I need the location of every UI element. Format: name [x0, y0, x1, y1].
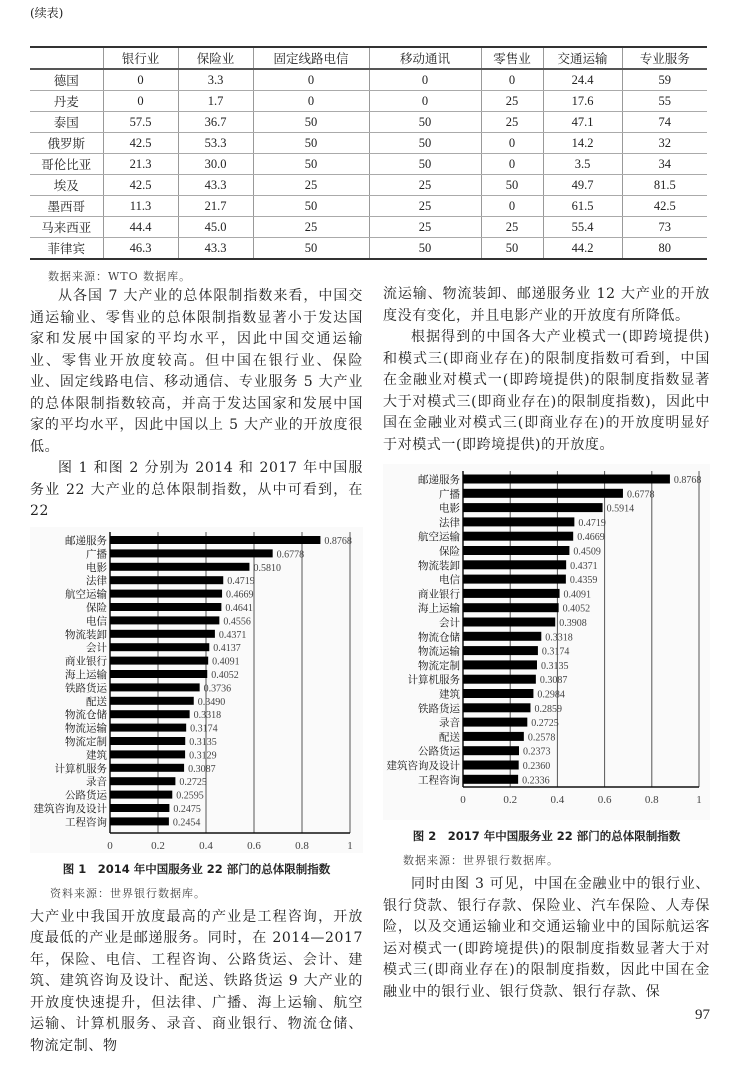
table-cell: 0 [253, 91, 369, 112]
bar [463, 718, 527, 727]
bar [463, 517, 574, 526]
table-cell: 80 [622, 238, 707, 260]
row-country: 泰国 [30, 112, 103, 133]
category-label: 商业银行 [418, 589, 460, 601]
bar [110, 656, 208, 664]
x-tick-label: 0.8 [295, 839, 309, 852]
table-cell: 46.3 [103, 238, 178, 260]
data-label: 0.2360 [522, 761, 551, 772]
left-paragraph-3: 大产业中我国开放度最高的产业是工程咨询，开放度最低的产业是邮递服务。同时，在 2014—2017年，保险、电信、工程咨询、公路货运、会计、建筑、建筑咨询及设计、配送、铁路货运 9 大产业的开放度快速提升，但法律、广播、海上运输、航空运输、计算机服务、录音、商业银行、物流仓储、物流定制、物 [30, 908, 363, 1054]
category-label: 航空运输 [418, 532, 460, 544]
data-label: 0.3318 [193, 709, 222, 721]
bar [463, 560, 566, 569]
bar [110, 804, 169, 812]
category-label: 物流定制 [418, 660, 460, 672]
bar [463, 660, 537, 669]
x-tick-label: 0 [460, 794, 466, 806]
data-label: 0.4719 [578, 517, 606, 529]
table-row [30, 175, 707, 196]
bar [110, 549, 273, 557]
row-country: 菲律宾 [30, 238, 103, 260]
data-label: 0.3174 [190, 723, 218, 735]
table-cell: 43.3 [178, 238, 253, 260]
figure-2-bar-chart [383, 464, 710, 820]
bar [110, 536, 320, 544]
category-label: 公路货运 [65, 790, 107, 802]
bar [463, 489, 623, 498]
bar [110, 723, 186, 731]
bar [463, 475, 670, 484]
data-label: 0.3174 [541, 646, 570, 658]
figure-1-caption: 图 1 2014 年中国服务业 22 部门的总体限制指数 [62, 861, 331, 876]
data-label: 0.2475 [173, 803, 201, 815]
data-label: 0.4669 [577, 532, 605, 544]
column-header: 固定线路电信 [253, 47, 369, 69]
bar [110, 603, 221, 611]
table-cell: 50 [253, 112, 369, 133]
column-header: 保险业 [178, 47, 253, 69]
table-cell: 11.3 [103, 196, 178, 217]
x-tick-label: 0 [107, 839, 113, 852]
restriction-index-table [30, 46, 707, 260]
table-cell: 25 [369, 217, 481, 238]
data-label: 0.2373 [523, 746, 551, 758]
table-cell: 50 [253, 196, 369, 217]
table-row [30, 154, 707, 175]
data-label: 0.4137 [213, 642, 241, 654]
table-cell: 50 [481, 175, 543, 196]
category-label: 计算机服务 [407, 675, 460, 687]
category-label: 法律 [439, 517, 460, 529]
category-label: 物流定制 [65, 736, 107, 748]
category-label: 建筑 [439, 689, 460, 701]
row-country: 墨西哥 [30, 196, 103, 217]
category-label: 铁路货运 [65, 682, 107, 694]
table-cell: 59 [622, 69, 707, 91]
category-label: 录音 [86, 776, 107, 788]
data-label: 0.4091 [212, 656, 240, 668]
table-cell: 42.5 [103, 133, 178, 154]
bar [110, 817, 169, 825]
left-paragraph-2: 图 1 和图 2 分别为 2014 和 2017 年中国服务业 22 大产业的总体限制指数，从中可看到，在 22 [30, 460, 363, 519]
category-label: 建筑 [86, 749, 107, 761]
bar [110, 629, 215, 637]
row-country: 哥伦比亚 [30, 154, 103, 175]
data-label: 0.2454 [172, 816, 201, 828]
column-header: 银行业 [103, 47, 178, 69]
bar [463, 589, 560, 598]
figure-1-source: 资料来源：世界银行数据库。 [50, 886, 206, 900]
table-source: 数据来源：WTO 数据库。 [48, 270, 192, 283]
table-cell: 50 [253, 133, 369, 154]
table-cell: 25 [369, 175, 481, 196]
data-label: 0.3087 [539, 675, 568, 687]
table-cell: 47.1 [543, 112, 622, 133]
table-cell: 25 [481, 91, 543, 112]
table-cell: 55.4 [543, 217, 622, 238]
bar [463, 575, 566, 584]
table-cell: 49.7 [543, 175, 622, 196]
data-label: 0.3135 [189, 736, 217, 748]
table-cell: 17.6 [543, 91, 622, 112]
category-label: 保险 [439, 546, 460, 558]
table-cell: 21.7 [178, 196, 253, 217]
category-label: 广播 [86, 548, 107, 560]
data-label: 0.2725 [179, 776, 207, 788]
data-label: 0.2725 [531, 718, 559, 730]
category-label: 邮递服务 [418, 475, 460, 486]
category-label: 会计 [86, 642, 107, 654]
data-label: 0.4052 [562, 603, 591, 615]
data-label: 0.2859 [534, 703, 562, 715]
table-cell: 74 [622, 112, 707, 133]
figure-2-caption: 图 2 2017 年中国服务业 22 部门的总体限制指数 [412, 829, 681, 843]
data-label: 0.4371 [570, 560, 598, 572]
data-label: 0.3318 [545, 632, 573, 644]
category-label: 物流运输 [65, 723, 107, 735]
table-cell: 0 [481, 69, 543, 91]
bar [463, 618, 555, 627]
table-cell: 45.0 [178, 217, 253, 238]
table-cell: 42.5 [622, 196, 707, 217]
table-continued-label: (续表) [30, 6, 64, 20]
x-tick-label: 0.6 [597, 794, 612, 806]
bar [110, 670, 207, 678]
table-cell: 0 [369, 91, 481, 112]
column-header: 零售业 [481, 47, 543, 69]
row-country: 丹麦 [30, 91, 103, 112]
table-cell: 42.5 [103, 175, 178, 196]
data-label: 0.4052 [211, 669, 239, 681]
bar [110, 710, 190, 718]
table-cell: 43.3 [178, 175, 253, 196]
category-label: 配送 [86, 696, 107, 708]
bar [463, 746, 519, 755]
bar [463, 646, 538, 655]
table-cell: 24.4 [543, 69, 622, 91]
table-cell: 50 [369, 238, 481, 260]
table-cell: 30.0 [178, 154, 253, 175]
category-label: 公路货运 [418, 746, 460, 758]
x-tick-label: 0.6 [247, 839, 261, 852]
x-tick-label: 0.8 [644, 794, 659, 806]
table-row [30, 69, 707, 91]
data-label: 0.4719 [227, 575, 255, 587]
bar [463, 503, 603, 512]
category-label: 海上运输 [418, 603, 460, 615]
data-label: 0.4371 [218, 629, 247, 641]
category-label: 物流仓储 [418, 632, 460, 644]
bar [463, 689, 533, 698]
category-label: 电影 [439, 503, 460, 515]
category-label: 广播 [439, 489, 460, 501]
x-tick-label: 1 [696, 794, 702, 806]
category-label: 物流装卸 [418, 560, 460, 572]
bar [110, 777, 175, 785]
table-cell: 81.5 [622, 175, 707, 196]
table-row [30, 196, 707, 217]
bar [463, 532, 573, 541]
row-country: 埃及 [30, 175, 103, 196]
table-row [30, 238, 707, 260]
data-label: 0.3087 [188, 763, 216, 775]
table-cell: 25 [253, 175, 369, 196]
right-column [383, 284, 710, 1024]
table-cell: 0 [481, 133, 543, 154]
table-cell: 50 [369, 154, 481, 175]
x-tick-label: 0.2 [151, 839, 165, 852]
table-cell: 0 [103, 69, 178, 91]
table-cell: 50 [369, 112, 481, 133]
category-label: 建筑咨询及设计 [386, 761, 460, 772]
table-header-row [30, 47, 707, 69]
table-cell: 1.7 [178, 91, 253, 112]
bar [110, 763, 184, 771]
table-cell: 61.5 [543, 196, 622, 217]
category-label: 工程咨询 [418, 775, 460, 787]
category-label: 计算机服务 [54, 763, 107, 775]
bar [463, 675, 536, 684]
bar [110, 616, 219, 624]
table-cell: 50 [481, 238, 543, 260]
table-cell: 25 [253, 217, 369, 238]
column-header: 专业服务 [622, 47, 707, 69]
data-label: 0.2984 [537, 689, 565, 701]
figure-1-bar-chart [30, 527, 363, 853]
column-header: 交通运输 [543, 47, 622, 69]
row-country: 马来西亚 [30, 217, 103, 238]
data-label: 0.2336 [522, 775, 550, 787]
x-tick-label: 0.2 [503, 794, 518, 806]
table-cell: 25 [481, 112, 543, 133]
table-cell: 3.3 [178, 69, 253, 91]
page-number: 97 [695, 1007, 710, 1023]
table-cell: 53.3 [178, 133, 253, 154]
table-cell: 50 [253, 154, 369, 175]
category-label: 铁路货运 [418, 703, 460, 715]
category-label: 电影 [86, 562, 107, 574]
data-label: 0.4091 [563, 589, 592, 601]
category-label: 会计 [439, 618, 460, 629]
table-cell: 57.5 [103, 112, 178, 133]
bar [463, 603, 559, 612]
category-label: 工程咨询 [65, 816, 107, 828]
right-paragraph-2: 根据得到的中国各大产业模式一(即跨境提供)和模式三(即商业存在)的限制度指数可看到，中国在金融业对模式一(即跨境提供)的限制度指数显著大于对模式三(即商业存在)的限制度指数)，因此中国在金融业对模式三(即商业存在)的开放度明显好于对模式一(即跨境提供)的开放度。 [383, 329, 710, 453]
category-label: 航空运输 [65, 589, 107, 601]
data-label: 0.8768 [673, 475, 702, 486]
table-cell: 0 [481, 196, 543, 217]
category-label: 商业银行 [65, 656, 107, 668]
data-label: 0.2578 [527, 732, 556, 744]
data-label: 0.6778 [626, 489, 655, 501]
category-label: 录音 [439, 718, 460, 730]
data-label: 0.4556 [223, 615, 251, 627]
category-label: 电信 [86, 615, 107, 627]
bar [463, 761, 519, 770]
table-body [30, 69, 707, 259]
table-cell: 0 [253, 69, 369, 91]
category-label: 海上运输 [65, 669, 107, 681]
data-label: 0.5810 [253, 562, 281, 574]
bar [110, 790, 172, 798]
table-row [30, 112, 707, 133]
table-cell: 34 [622, 154, 707, 175]
table-cell: 50 [369, 133, 481, 154]
table-cell: 0 [103, 91, 178, 112]
category-label: 物流装卸 [65, 629, 107, 641]
data-label: 0.5914 [606, 503, 635, 515]
table-cell: 50 [253, 238, 369, 260]
category-label: 邮递服务 [65, 535, 107, 547]
table-cell: 25 [369, 196, 481, 217]
data-label: 0.3736 [203, 682, 232, 694]
category-label: 保险 [86, 602, 107, 614]
category-label: 配送 [439, 732, 460, 744]
bar [110, 589, 222, 597]
table-cell: 21.3 [103, 154, 178, 175]
category-label: 物流运输 [418, 646, 460, 658]
bar [110, 576, 223, 584]
x-tick-label: 0.4 [550, 794, 565, 806]
data-label: 0.8768 [324, 535, 352, 547]
left-column [30, 286, 363, 1057]
bar [110, 737, 185, 745]
data-label: 0.3490 [197, 696, 226, 708]
data-label: 0.2595 [176, 790, 204, 802]
table-cell: 55 [622, 91, 707, 112]
data-label: 0.4641 [225, 602, 253, 614]
table-cell: 44.4 [103, 217, 178, 238]
data-label: 0.3908 [559, 618, 587, 629]
x-tick-label: 1 [347, 839, 353, 852]
category-label: 建筑咨询及设计 [33, 803, 107, 815]
bar [110, 696, 194, 704]
category-label: 电信 [439, 575, 460, 587]
bar [110, 683, 200, 691]
bar [463, 703, 530, 712]
data-label: 0.3129 [189, 749, 217, 761]
right-paragraph-1: 流运输、物流装卸、邮递服务业 12 大产业的开放度没有变化，并且电影产业的开放度有所降低。 [383, 286, 710, 324]
data-label: 0.4509 [573, 546, 601, 558]
bar [463, 732, 524, 741]
table-cell: 0 [481, 154, 543, 175]
category-label: 法律 [86, 575, 107, 587]
column-header [30, 47, 103, 69]
column-header: 移动通讯 [369, 47, 481, 69]
table-cell: 0 [369, 69, 481, 91]
bar [463, 632, 541, 641]
table-cell: 3.5 [543, 154, 622, 175]
figure-2-source: 数据来源：世界银行数据库。 [403, 854, 559, 867]
bar [463, 775, 518, 784]
table-row [30, 217, 707, 238]
left-paragraph-1: 从各国 7 大产业的总体限制指数来看，中国交通运输业、零售业的总体限制指数显著小于发达国家和发展中国家的平均水平，因此中国交通运输业、零售业开放度较高。但中国在银行业、保险业、固定线路电信、移动通信、专业服务 5 大产业的总体限制指数较高，并高于发达国家和发展中国家的平均水平，因此中国以上 5 大产业的开放度很低。 [30, 288, 363, 455]
table-row [30, 91, 707, 112]
bar [110, 562, 249, 570]
table-cell: 73 [622, 217, 707, 238]
table-cell: 25 [481, 217, 543, 238]
table-cell: 44.2 [543, 238, 622, 260]
row-country: 俄罗斯 [30, 133, 103, 154]
bar [110, 750, 185, 758]
table-cell: 14.2 [543, 133, 622, 154]
row-country: 德国 [30, 69, 103, 91]
data-label: 0.3135 [540, 660, 569, 672]
category-label: 物流仓储 [65, 709, 107, 721]
data-label: 0.4359 [569, 575, 598, 587]
right-paragraph-3: 同时由图 3 可见，中国在金融业中的银行业、银行贷款、银行存款、保险业、汽车保险、人寿保险，以及交通运输业和交通运输业中的国际航运客运对模式一(即跨境提供)的限制度指数显著大于对模式三(即商业存在)的限制度指数，因此中国在金融业中的银行业、银行贷款、银行存款、保 [383, 876, 710, 1000]
bar [110, 643, 209, 651]
table-cell: 32 [622, 133, 707, 154]
data-label: 0.6778 [276, 548, 305, 560]
table-row [30, 133, 707, 154]
table-cell: 36.7 [178, 112, 253, 133]
x-tick-label: 0.4 [199, 839, 213, 852]
data-label: 0.4669 [226, 589, 254, 601]
bar [463, 546, 569, 555]
